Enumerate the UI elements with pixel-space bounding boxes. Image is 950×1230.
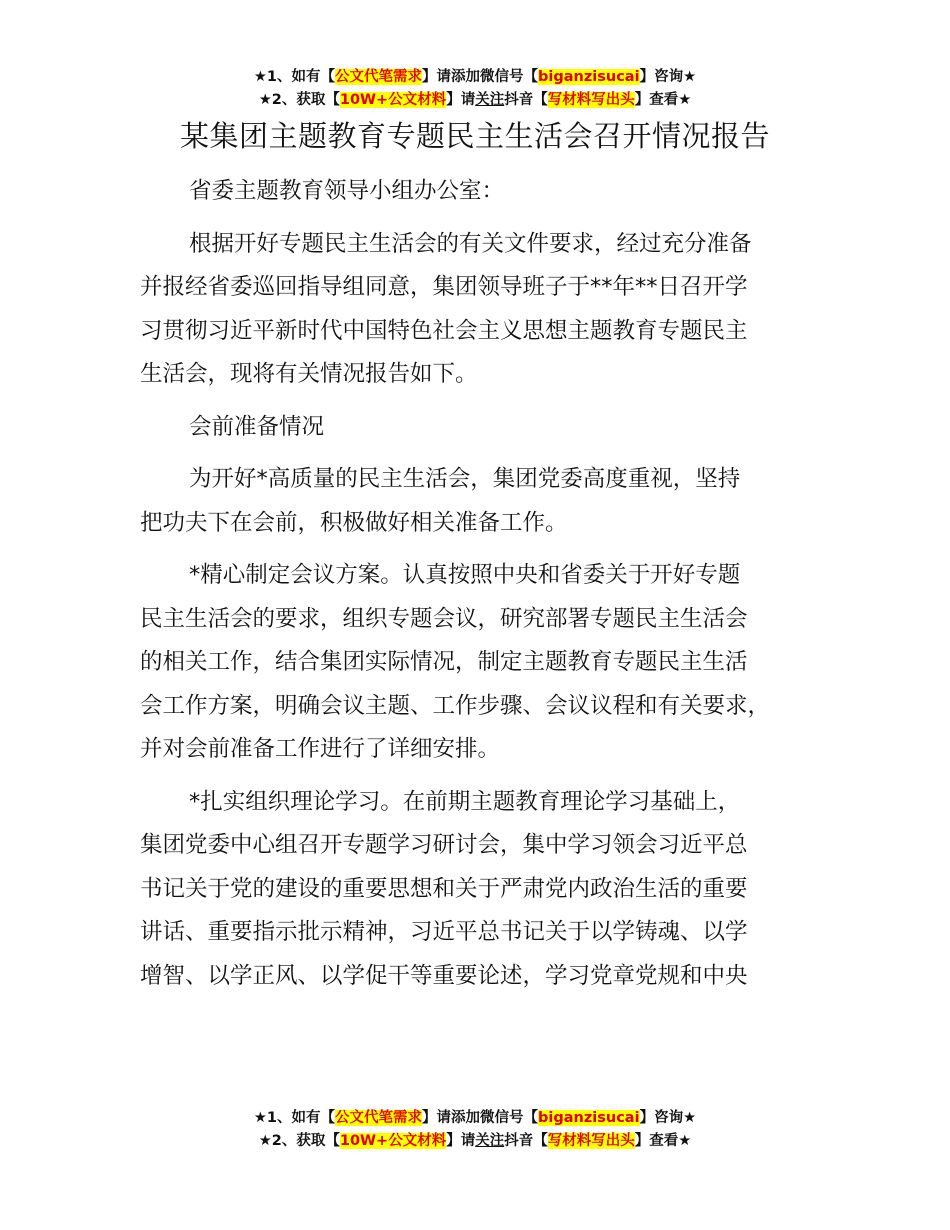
paragraph-line: *扎实组织理论学习。在前期主题教育理论学习基础上， — [189, 788, 741, 815]
document-title: 某集团主题教育专题民主生活会召开情况报告 — [179, 119, 770, 153]
banner-line-2 — [0, 89, 950, 112]
paragraph-line: 会前准备情况 — [189, 413, 325, 440]
banner-line-1 — [0, 66, 950, 89]
banner-text: ★1、如有【 — [253, 69, 336, 85]
paragraph-line: 增智、以学正风、以学促干等重要论述，学习党章党规和中央 — [140, 962, 748, 989]
banner-text: 】请添加微信号【 — [422, 1110, 539, 1126]
paragraph-line: 为开好*高质量的民主生活会，集团党委高度重视，坚持 — [189, 466, 741, 492]
paragraph-line: 讲话、重要指示批示精神，习近平总书记关于以学铸魂、以学 — [140, 919, 748, 945]
banner-text: ★2、获取【 — [258, 1133, 340, 1149]
paragraph-line: *精心制定会议方案。认真按照中央和省委关于开好专题 — [189, 562, 741, 588]
paragraph — [140, 406, 840, 450]
header-banner — [0, 66, 950, 112]
banner-text: ★1、如有【 — [253, 1110, 336, 1126]
banner-highlight: 公文代笔需求 — [335, 69, 423, 85]
banner-wechat-id: biganzisucai — [538, 1110, 640, 1126]
banner-text: ★2、获取【 — [258, 92, 340, 108]
banner-line-2 — [0, 1130, 950, 1153]
banner-douyin-name: 写材料写出头 — [547, 92, 635, 108]
paragraph — [140, 223, 840, 397]
paragraph-line: 并对会前准备工作进行了详细安排。 — [140, 736, 501, 762]
paragraph-line: 习贯彻习近平新时代中国特色社会主义思想主题教育专题民主 — [140, 317, 748, 344]
paragraph-line: 并报经省委巡回指导组同意，集团领导班子于**年**日召开学 — [140, 274, 748, 300]
banner-text: 】咨询★ — [639, 69, 697, 85]
document-body — [140, 170, 840, 1007]
paragraph-line: 的相关工作，结合集团实际情况，制定主题教育专题民主生活 — [140, 649, 748, 675]
banner-text: 】请 — [446, 1133, 476, 1149]
banner-text: 】查看★ — [634, 1133, 692, 1149]
paragraph-line: 民主生活会的要求，组织专题会议，研究部署专题民主生活会 — [140, 605, 748, 632]
banner-text: 抖音【 — [504, 92, 548, 108]
banner-line-1 — [0, 1107, 950, 1130]
paragraph-line: 生活会，现将有关情况报告如下。 — [140, 361, 478, 387]
banner-wechat-id: biganzisucai — [538, 69, 640, 85]
paragraph — [140, 170, 840, 214]
paragraph-line: 根据开好专题民主生活会的有关文件要求，经过充分准备 — [189, 230, 752, 257]
banner-text: 】查看★ — [634, 92, 692, 108]
paragraph-line: 把功夫下在会前，积极做好相关准备工作。 — [140, 509, 568, 536]
banner-highlight: 10W+公文材料 — [339, 92, 447, 108]
banner-douyin-name: 写材料写出头 — [547, 1133, 635, 1149]
banner-underline: 关注 — [475, 1133, 505, 1149]
banner-underline: 关注 — [475, 92, 505, 108]
banner-highlight: 10W+公文材料 — [339, 1133, 447, 1149]
paragraph-line: 集团党委中心组召开专题学习研讨会，集中学习领会习近平总 — [140, 832, 748, 858]
paragraph — [140, 554, 840, 772]
footer-banner — [0, 1107, 950, 1153]
banner-text: 】咨询★ — [639, 1110, 697, 1126]
paragraph-line: 会工作方案，明确会议主题、工作步骤、会议议程和有关要求， — [140, 692, 771, 719]
banner-text: 】请添加微信号【 — [422, 69, 539, 85]
paragraph — [140, 458, 840, 545]
banner-text: 抖音【 — [504, 1133, 548, 1149]
paragraph-line: 省委主题教育领导小组办公室： — [189, 178, 505, 204]
paragraph-line: 书记关于党的建设的重要思想和关于严肃党内政治生活的重要 — [140, 875, 748, 902]
banner-highlight: 公文代笔需求 — [335, 1110, 423, 1126]
paragraph — [140, 781, 840, 999]
banner-text: 】请 — [446, 92, 476, 108]
